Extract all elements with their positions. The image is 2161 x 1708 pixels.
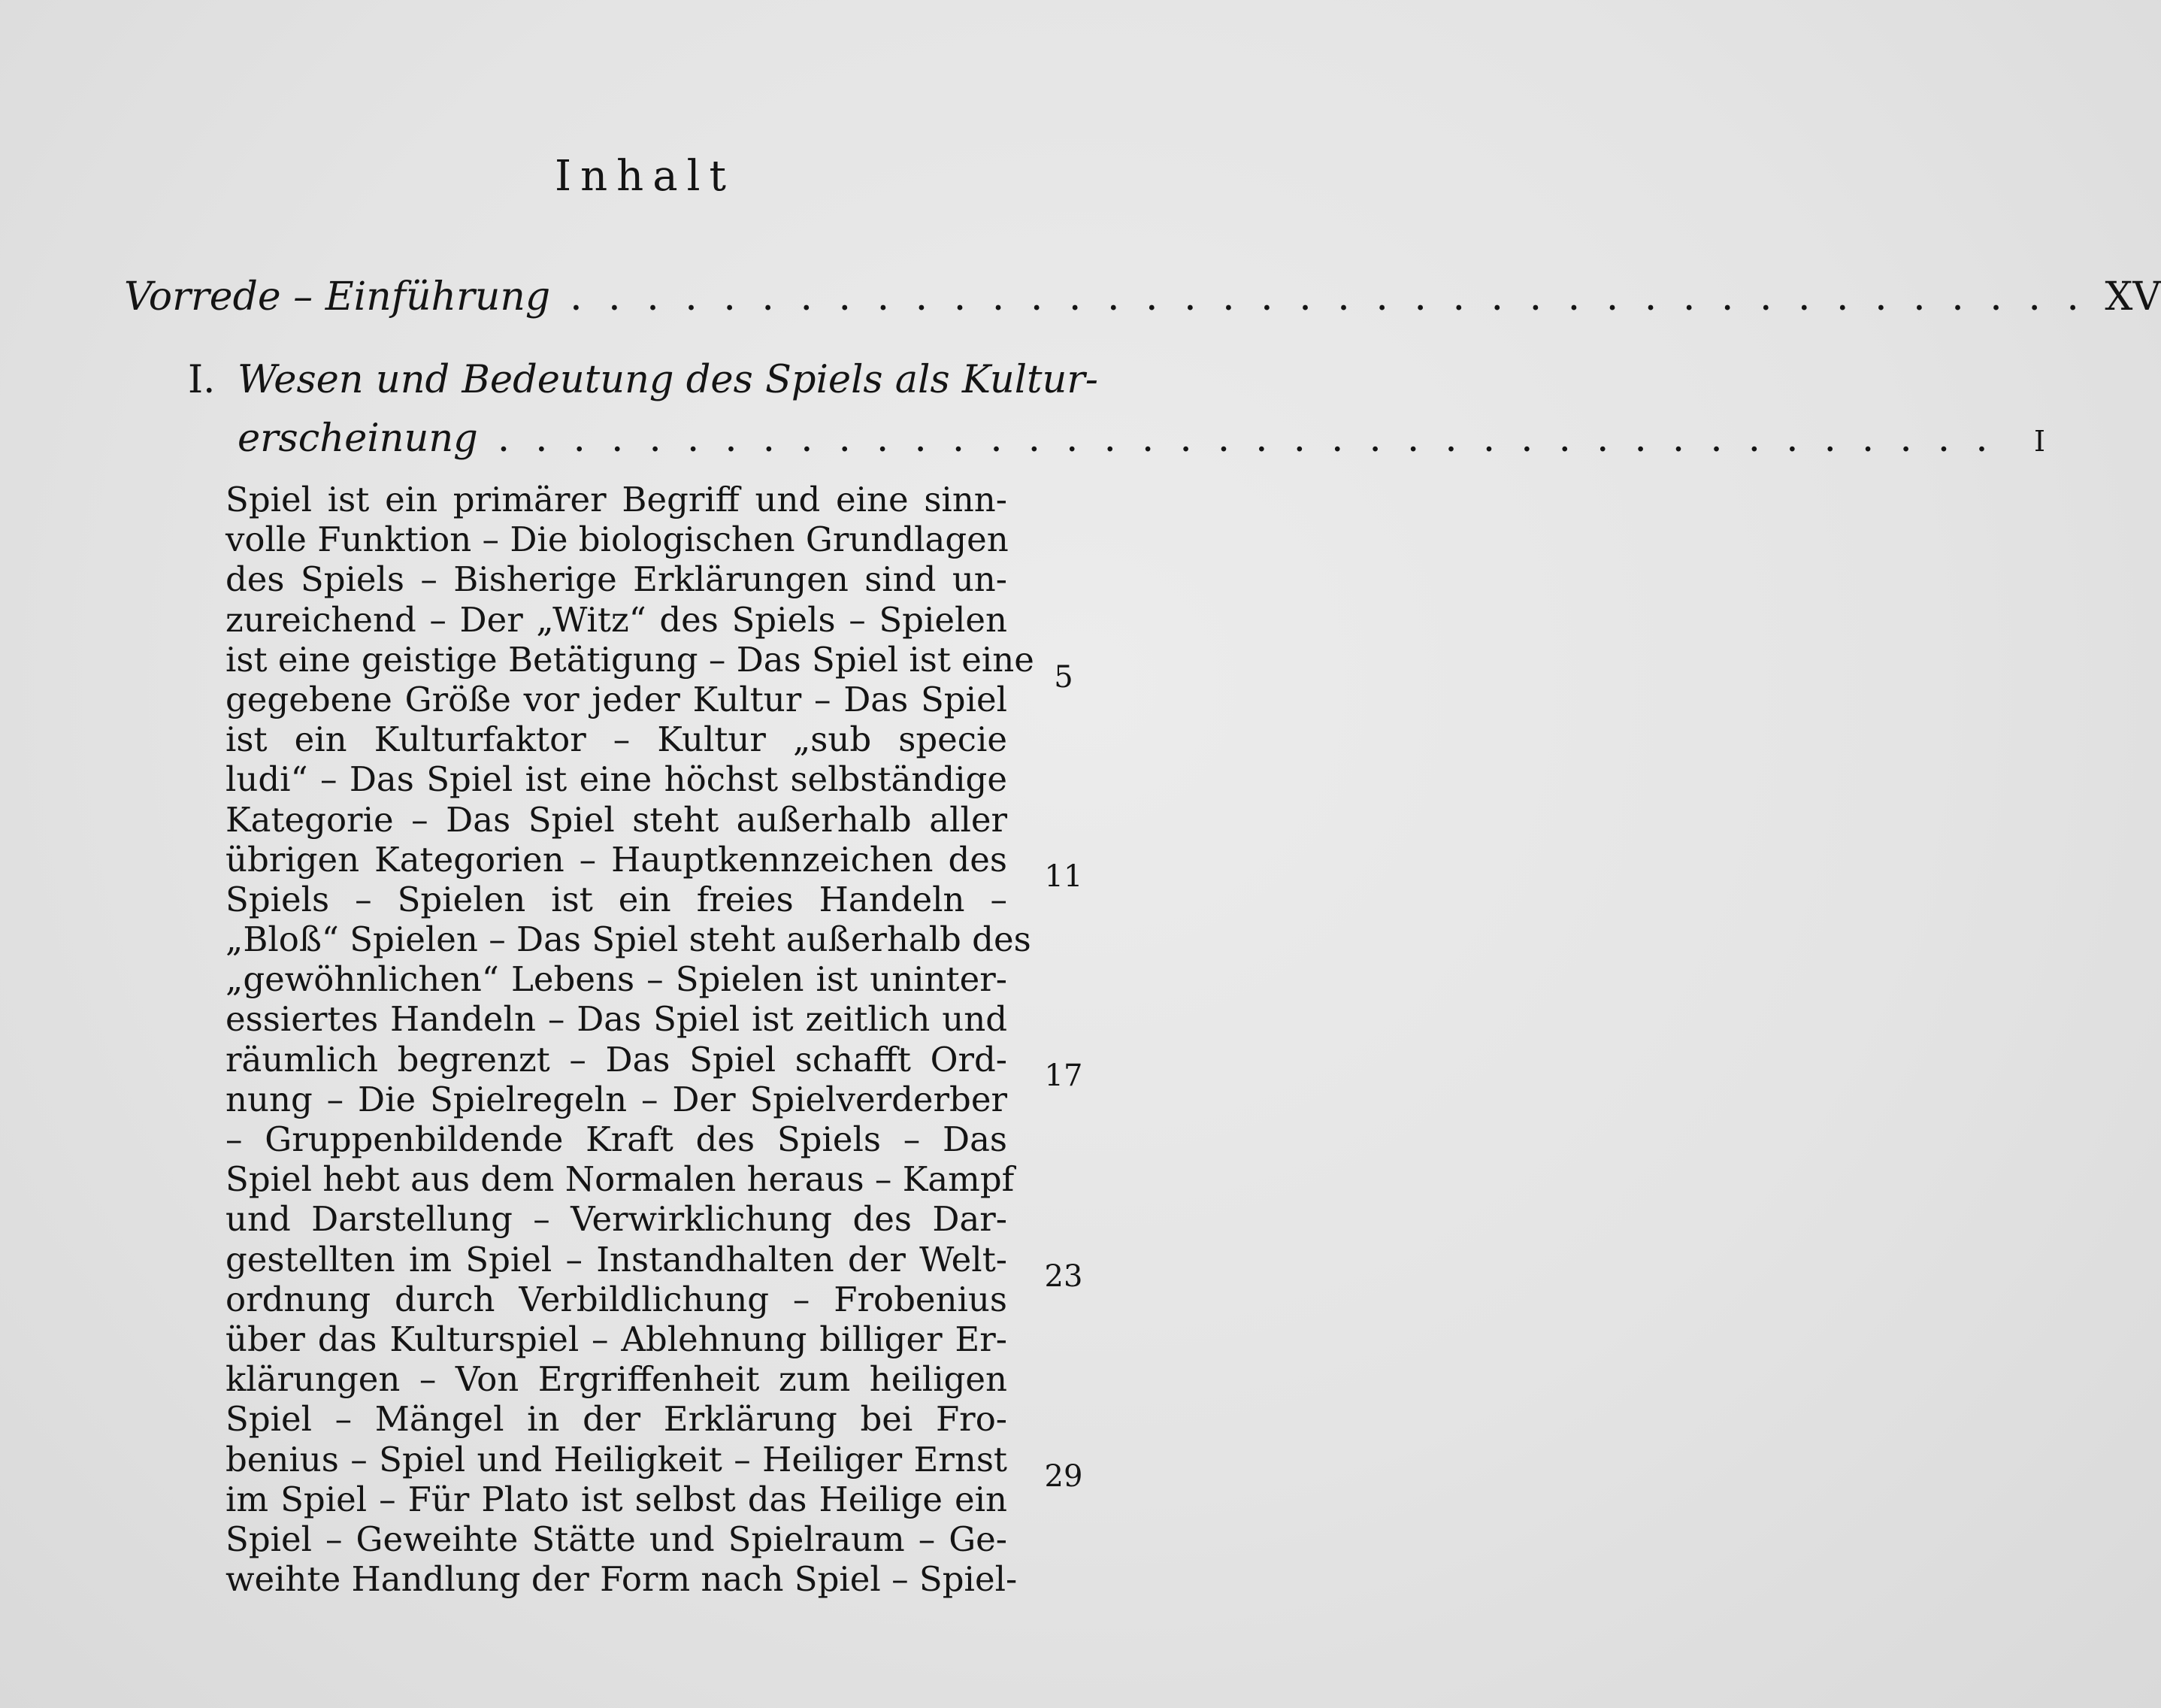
margin-page-number: 23: [1044, 1259, 1083, 1294]
summary-line: klärungen – Von Ergriffenheit zum heiligen: [225, 1359, 1007, 1400]
chapter-summary: [225, 480, 1034, 1600]
summary-line: nung – Die Spielregeln – Der Spielverderber: [225, 1079, 1007, 1119]
summary-line: Spiel ist ein primärer Begriff und eine sinn-: [225, 480, 1007, 519]
summary-line: volle Funktion – Die biologischen Grundlagen: [225, 519, 1009, 560]
toc-page-number: XV: [2105, 274, 2161, 319]
summary-line: im Spiel – Für Plato ist selbst das Heilige ein: [225, 1479, 1007, 1519]
summary-line: Kategorie – Das Spiel steht außerhalb aller: [225, 799, 1007, 840]
summary-line: Spiel – Mängel in der Erklärung bei Fro-: [225, 1399, 1007, 1440]
summary-line: benius – Spiel und Heiligkeit – Heiliger Ernst: [225, 1439, 1007, 1479]
summary-line: zureichend – Der „Witz“ des Spiels – Spielen: [225, 599, 1007, 640]
toc-entry-chapter-1: [238, 412, 2046, 468]
chapter-heading: [188, 353, 1098, 407]
summary-line: „Bloß“ Spielen – Das Spiel steht außerhalb des: [225, 919, 1031, 960]
summary-line: und Darstellung – Verwirklichung des Dar-: [225, 1199, 1007, 1240]
summary-line: Spiel hebt aus dem Normalen heraus – Kampf: [225, 1159, 1015, 1200]
summary-line: Spiel – Geweihte Stätte und Spielraum – Ge-: [225, 1519, 1007, 1559]
summary-line: essiertes Handeln – Das Spiel ist zeitlich und: [225, 999, 1007, 1040]
dot-leader: . . . . . . . . . . . . . . . . . . . . . . . . . . . . . . . . . . . . . . . .: [570, 274, 2086, 319]
toc-page-number: I: [2034, 425, 2046, 458]
summary-line: des Spiels – Bisherige Erklärungen sind un-: [225, 559, 1007, 600]
dot-leader: . . . . . . . . . . . . . . . . . . . . . . . . . . . . . . . . . . . . . . . .: [497, 416, 1995, 461]
margin-page-number: 11: [1044, 859, 1083, 894]
chapter-title-line1: Wesen und Bedeutung des Spiels als Kultur-: [238, 358, 1098, 402]
summary-line: übrigen Kategorien – Hauptkennzeichen des: [225, 839, 1007, 880]
summary-line: „gewöhnlichen“ Lebens – Spielen ist uninter-: [225, 959, 1007, 1000]
summary-line: ludi“ – Das Spiel ist eine höchst selbständige: [225, 759, 1007, 800]
summary-line: ist eine geistige Betätigung – Das Spiel ist eine: [225, 639, 1034, 680]
summary-line: weihte Handlung der Form nach Spiel – Spiel-: [225, 1559, 1018, 1600]
margin-page-number: 17: [1044, 1058, 1083, 1093]
summary-line: – Gruppenbildende Kraft des Spiels – Das: [225, 1119, 1007, 1159]
summary-line: gestellten im Spiel – Instandhalten der Welt-: [225, 1239, 1007, 1279]
toc-entry-label: Vorrede – Einführung: [124, 274, 551, 319]
margin-page-number: 29: [1044, 1459, 1083, 1494]
chapter-number: I.: [188, 358, 216, 402]
summary-line: Spiels – Spielen ist ein freies Handeln –: [225, 879, 1007, 919]
chapter-title-line2: erscheinung: [238, 416, 478, 461]
summary-line: ordnung durch Verbildlichung – Frobenius: [225, 1279, 1007, 1319]
summary-line: räumlich begrenzt – Das Spiel schafft Ord-: [225, 1039, 1007, 1080]
page-title: Inhalt: [554, 152, 736, 201]
toc-entry-vorrede: [124, 271, 2161, 323]
summary-line: ist ein Kulturfaktor – Kultur „sub specie: [225, 719, 1007, 760]
summary-line: gegebene Größe vor jeder Kultur – Das Spiel: [225, 679, 1007, 719]
summary-line: über das Kulturspiel – Ablehnung billiger Er-: [225, 1319, 1007, 1359]
margin-page-number: 5: [1054, 660, 1073, 695]
